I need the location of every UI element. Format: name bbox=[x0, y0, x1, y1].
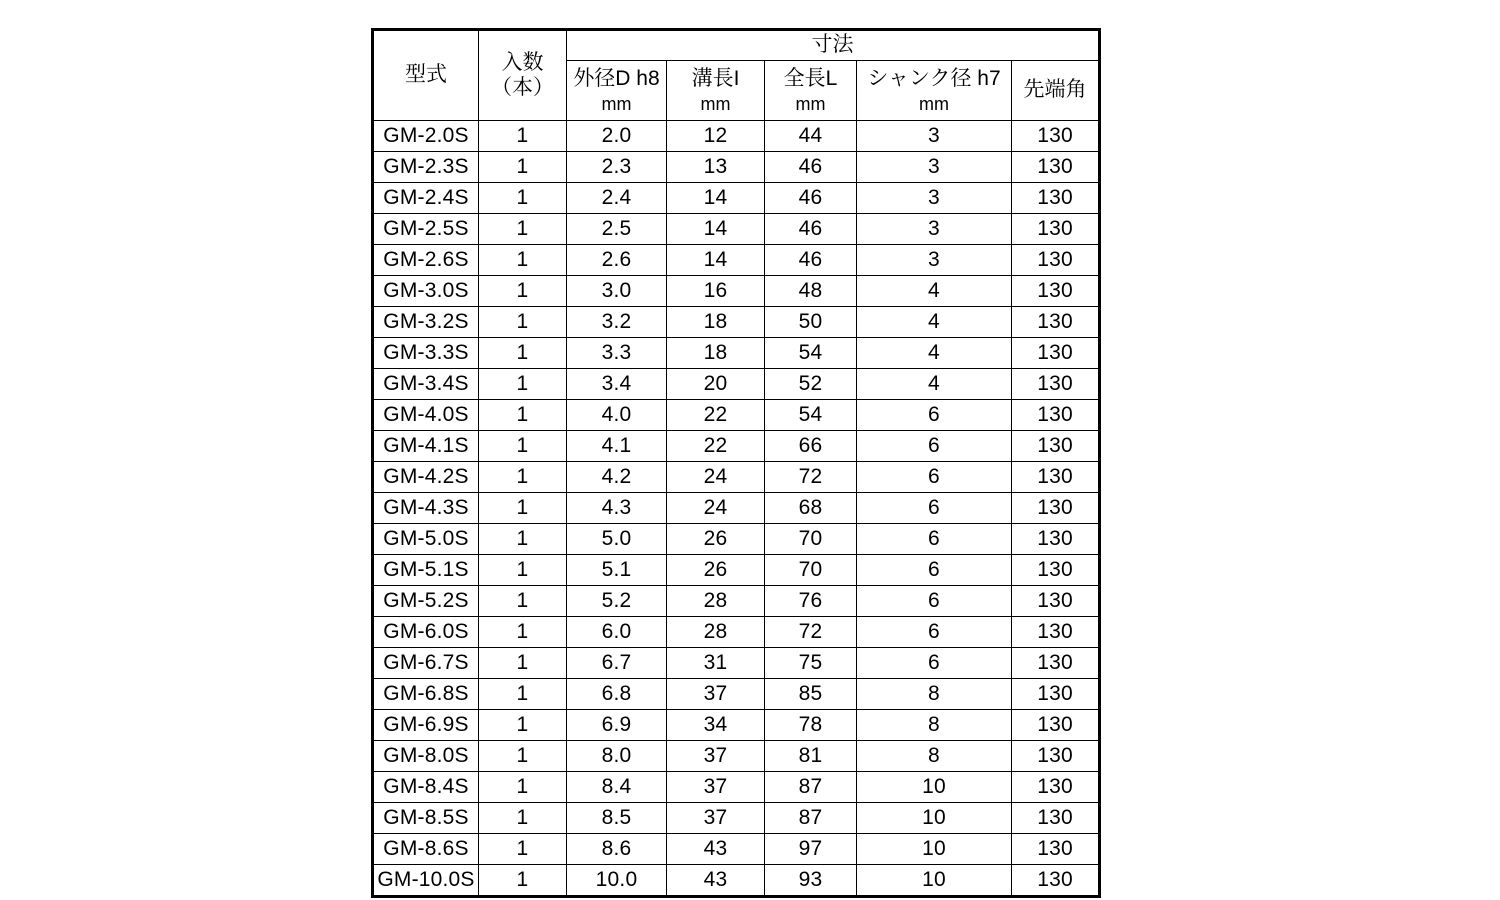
cell-model: GM-3.0S bbox=[373, 276, 479, 307]
cell-flute: 18 bbox=[667, 307, 765, 338]
cell-shank: 3 bbox=[857, 121, 1012, 152]
cell-length: 87 bbox=[765, 772, 857, 803]
cell-model: GM-2.4S bbox=[373, 183, 479, 214]
cell-length: 66 bbox=[765, 431, 857, 462]
cell-flute: 16 bbox=[667, 276, 765, 307]
cell-model: GM-4.3S bbox=[373, 493, 479, 524]
column-header-outer-diameter-label: 外径D h8 bbox=[573, 66, 660, 90]
cell-qty: 1 bbox=[479, 865, 567, 897]
table-row bbox=[373, 648, 1100, 679]
cell-od: 3.2 bbox=[567, 307, 667, 338]
column-header-shank-diameter-unit: mm bbox=[919, 93, 949, 114]
cell-length: 75 bbox=[765, 648, 857, 679]
cell-length: 46 bbox=[765, 152, 857, 183]
cell-od: 4.2 bbox=[567, 462, 667, 493]
cell-shank: 4 bbox=[857, 338, 1012, 369]
cell-model: GM-5.1S bbox=[373, 555, 479, 586]
cell-angle: 130 bbox=[1012, 648, 1100, 679]
column-header-model: 型式 bbox=[373, 30, 479, 121]
cell-od: 8.6 bbox=[567, 834, 667, 865]
cell-angle: 130 bbox=[1012, 245, 1100, 276]
table-row bbox=[373, 400, 1100, 431]
table-row bbox=[373, 245, 1100, 276]
cell-flute: 43 bbox=[667, 834, 765, 865]
column-header-outer-diameter bbox=[567, 61, 667, 121]
cell-flute: 12 bbox=[667, 121, 765, 152]
cell-length: 44 bbox=[765, 121, 857, 152]
cell-qty: 1 bbox=[479, 803, 567, 834]
cell-model: GM-2.0S bbox=[373, 121, 479, 152]
cell-shank: 10 bbox=[857, 834, 1012, 865]
cell-shank: 3 bbox=[857, 183, 1012, 214]
cell-od: 2.0 bbox=[567, 121, 667, 152]
cell-od: 10.0 bbox=[567, 865, 667, 897]
cell-flute: 13 bbox=[667, 152, 765, 183]
table-header bbox=[373, 30, 1100, 121]
cell-flute: 37 bbox=[667, 741, 765, 772]
cell-angle: 130 bbox=[1012, 617, 1100, 648]
cell-flute: 22 bbox=[667, 431, 765, 462]
cell-flute: 28 bbox=[667, 617, 765, 648]
cell-shank: 3 bbox=[857, 245, 1012, 276]
cell-flute: 18 bbox=[667, 338, 765, 369]
cell-length: 54 bbox=[765, 338, 857, 369]
cell-shank: 6 bbox=[857, 555, 1012, 586]
cell-qty: 1 bbox=[479, 121, 567, 152]
cell-angle: 130 bbox=[1012, 369, 1100, 400]
cell-od: 5.0 bbox=[567, 524, 667, 555]
table-row bbox=[373, 865, 1100, 897]
table-row bbox=[373, 307, 1100, 338]
cell-flute: 14 bbox=[667, 214, 765, 245]
table-row bbox=[373, 183, 1100, 214]
cell-flute: 20 bbox=[667, 369, 765, 400]
column-header-overall-length bbox=[765, 61, 857, 121]
cell-od: 5.1 bbox=[567, 555, 667, 586]
cell-length: 85 bbox=[765, 679, 857, 710]
cell-flute: 31 bbox=[667, 648, 765, 679]
cell-shank: 6 bbox=[857, 400, 1012, 431]
cell-flute: 43 bbox=[667, 865, 765, 897]
cell-angle: 130 bbox=[1012, 865, 1100, 897]
cell-angle: 130 bbox=[1012, 338, 1100, 369]
table-row bbox=[373, 493, 1100, 524]
cell-model: GM-8.5S bbox=[373, 803, 479, 834]
cell-flute: 37 bbox=[667, 803, 765, 834]
column-header-flute-length-label: 溝長I bbox=[691, 66, 740, 90]
cell-model: GM-2.5S bbox=[373, 214, 479, 245]
cell-length: 48 bbox=[765, 276, 857, 307]
table-body bbox=[373, 121, 1100, 897]
cell-model: GM-4.1S bbox=[373, 431, 479, 462]
cell-qty: 1 bbox=[479, 431, 567, 462]
cell-qty: 1 bbox=[479, 648, 567, 679]
cell-shank: 3 bbox=[857, 214, 1012, 245]
cell-flute: 24 bbox=[667, 462, 765, 493]
cell-qty: 1 bbox=[479, 307, 567, 338]
cell-model: GM-2.6S bbox=[373, 245, 479, 276]
table-row bbox=[373, 710, 1100, 741]
cell-length: 93 bbox=[765, 865, 857, 897]
table-row bbox=[373, 462, 1100, 493]
cell-angle: 130 bbox=[1012, 741, 1100, 772]
cell-od: 8.4 bbox=[567, 772, 667, 803]
cell-qty: 1 bbox=[479, 493, 567, 524]
cell-od: 4.0 bbox=[567, 400, 667, 431]
table-row bbox=[373, 524, 1100, 555]
cell-length: 46 bbox=[765, 214, 857, 245]
cell-od: 2.4 bbox=[567, 183, 667, 214]
cell-od: 2.3 bbox=[567, 152, 667, 183]
cell-model: GM-5.2S bbox=[373, 586, 479, 617]
cell-qty: 1 bbox=[479, 555, 567, 586]
table-row bbox=[373, 555, 1100, 586]
cell-model: GM-8.6S bbox=[373, 834, 479, 865]
cell-shank: 8 bbox=[857, 679, 1012, 710]
cell-length: 70 bbox=[765, 555, 857, 586]
cell-flute: 14 bbox=[667, 245, 765, 276]
cell-qty: 1 bbox=[479, 679, 567, 710]
table-row bbox=[373, 121, 1100, 152]
table-row bbox=[373, 586, 1100, 617]
cell-length: 81 bbox=[765, 741, 857, 772]
cell-angle: 130 bbox=[1012, 183, 1100, 214]
cell-qty: 1 bbox=[479, 400, 567, 431]
cell-qty: 1 bbox=[479, 276, 567, 307]
cell-qty: 1 bbox=[479, 710, 567, 741]
cell-qty: 1 bbox=[479, 338, 567, 369]
cell-angle: 130 bbox=[1012, 679, 1100, 710]
cell-od: 6.7 bbox=[567, 648, 667, 679]
cell-shank: 6 bbox=[857, 617, 1012, 648]
cell-flute: 28 bbox=[667, 586, 765, 617]
cell-length: 54 bbox=[765, 400, 857, 431]
cell-model: GM-4.0S bbox=[373, 400, 479, 431]
cell-angle: 130 bbox=[1012, 772, 1100, 803]
cell-qty: 1 bbox=[479, 741, 567, 772]
cell-angle: 130 bbox=[1012, 462, 1100, 493]
cell-flute: 24 bbox=[667, 493, 765, 524]
cell-angle: 130 bbox=[1012, 431, 1100, 462]
cell-model: GM-3.4S bbox=[373, 369, 479, 400]
cell-length: 72 bbox=[765, 462, 857, 493]
cell-shank: 6 bbox=[857, 493, 1012, 524]
cell-qty: 1 bbox=[479, 462, 567, 493]
table-row bbox=[373, 276, 1100, 307]
cell-angle: 130 bbox=[1012, 586, 1100, 617]
column-group-header-dimensions: 寸法 bbox=[567, 30, 1100, 61]
column-header-shank-diameter-label: シャンク径 h7 bbox=[867, 66, 1001, 90]
cell-angle: 130 bbox=[1012, 121, 1100, 152]
cell-length: 87 bbox=[765, 803, 857, 834]
cell-length: 97 bbox=[765, 834, 857, 865]
cell-shank: 6 bbox=[857, 462, 1012, 493]
cell-model: GM-6.7S bbox=[373, 648, 479, 679]
cell-model: GM-6.8S bbox=[373, 679, 479, 710]
cell-angle: 130 bbox=[1012, 307, 1100, 338]
cell-qty: 1 bbox=[479, 369, 567, 400]
column-header-overall-length-label: 全長L bbox=[783, 66, 838, 90]
cell-shank: 6 bbox=[857, 431, 1012, 462]
table-row bbox=[373, 741, 1100, 772]
cell-angle: 130 bbox=[1012, 276, 1100, 307]
cell-od: 6.9 bbox=[567, 710, 667, 741]
cell-shank: 3 bbox=[857, 152, 1012, 183]
table-row bbox=[373, 617, 1100, 648]
cell-length: 46 bbox=[765, 245, 857, 276]
cell-flute: 22 bbox=[667, 400, 765, 431]
cell-model: GM-2.3S bbox=[373, 152, 479, 183]
header-group-row bbox=[373, 30, 1100, 61]
cell-length: 46 bbox=[765, 183, 857, 214]
spec-table-container bbox=[371, 28, 1098, 898]
cell-angle: 130 bbox=[1012, 803, 1100, 834]
cell-shank: 4 bbox=[857, 307, 1012, 338]
table-row bbox=[373, 214, 1100, 245]
cell-angle: 130 bbox=[1012, 524, 1100, 555]
cell-qty: 1 bbox=[479, 152, 567, 183]
cell-shank: 6 bbox=[857, 524, 1012, 555]
cell-od: 8.0 bbox=[567, 741, 667, 772]
cell-od: 2.6 bbox=[567, 245, 667, 276]
cell-shank: 8 bbox=[857, 710, 1012, 741]
cell-angle: 130 bbox=[1012, 152, 1100, 183]
column-header-overall-length-unit: mm bbox=[795, 93, 826, 114]
cell-model: GM-8.4S bbox=[373, 772, 479, 803]
cell-length: 72 bbox=[765, 617, 857, 648]
column-header-flute-length-unit: mm bbox=[700, 93, 731, 114]
cell-model: GM-3.3S bbox=[373, 338, 479, 369]
cell-shank: 4 bbox=[857, 276, 1012, 307]
cell-qty: 1 bbox=[479, 617, 567, 648]
cell-angle: 130 bbox=[1012, 710, 1100, 741]
cell-model: GM-4.2S bbox=[373, 462, 479, 493]
cell-qty: 1 bbox=[479, 183, 567, 214]
cell-od: 6.0 bbox=[567, 617, 667, 648]
cell-qty: 1 bbox=[479, 834, 567, 865]
table-row bbox=[373, 834, 1100, 865]
table-row bbox=[373, 679, 1100, 710]
cell-model: GM-5.0S bbox=[373, 524, 479, 555]
cell-model: GM-6.0S bbox=[373, 617, 479, 648]
table-row bbox=[373, 772, 1100, 803]
cell-angle: 130 bbox=[1012, 214, 1100, 245]
cell-od: 3.4 bbox=[567, 369, 667, 400]
cell-od: 8.5 bbox=[567, 803, 667, 834]
cell-qty: 1 bbox=[479, 586, 567, 617]
cell-flute: 14 bbox=[667, 183, 765, 214]
cell-angle: 130 bbox=[1012, 555, 1100, 586]
table-row bbox=[373, 369, 1100, 400]
column-header-quantity bbox=[479, 30, 567, 121]
cell-qty: 1 bbox=[479, 524, 567, 555]
cell-length: 50 bbox=[765, 307, 857, 338]
cell-angle: 130 bbox=[1012, 493, 1100, 524]
cell-od: 4.3 bbox=[567, 493, 667, 524]
column-header-flute-length bbox=[667, 61, 765, 121]
column-header-shank-diameter bbox=[857, 61, 1012, 121]
table-row bbox=[373, 431, 1100, 462]
column-header-quantity-line1: 入数 bbox=[501, 51, 544, 75]
cell-angle: 130 bbox=[1012, 400, 1100, 431]
column-header-quantity-line2: （本） bbox=[491, 75, 554, 99]
cell-length: 68 bbox=[765, 493, 857, 524]
table-row bbox=[373, 338, 1100, 369]
cell-qty: 1 bbox=[479, 772, 567, 803]
cell-length: 78 bbox=[765, 710, 857, 741]
cell-flute: 37 bbox=[667, 772, 765, 803]
cell-flute: 26 bbox=[667, 524, 765, 555]
cell-model: GM-10.0S bbox=[373, 865, 479, 897]
cell-length: 76 bbox=[765, 586, 857, 617]
column-header-outer-diameter-unit: mm bbox=[601, 93, 632, 114]
cell-od: 6.8 bbox=[567, 679, 667, 710]
cell-shank: 4 bbox=[857, 369, 1012, 400]
cell-shank: 10 bbox=[857, 772, 1012, 803]
cell-shank: 6 bbox=[857, 648, 1012, 679]
cell-flute: 37 bbox=[667, 679, 765, 710]
table-row bbox=[373, 803, 1100, 834]
cell-qty: 1 bbox=[479, 214, 567, 245]
cell-shank: 10 bbox=[857, 865, 1012, 897]
column-header-point-angle: 先端角 bbox=[1012, 61, 1100, 121]
cell-model: GM-6.9S bbox=[373, 710, 479, 741]
specification-table bbox=[371, 28, 1101, 898]
cell-od: 3.3 bbox=[567, 338, 667, 369]
cell-length: 70 bbox=[765, 524, 857, 555]
cell-model: GM-3.2S bbox=[373, 307, 479, 338]
cell-shank: 8 bbox=[857, 741, 1012, 772]
cell-flute: 34 bbox=[667, 710, 765, 741]
cell-flute: 26 bbox=[667, 555, 765, 586]
cell-shank: 10 bbox=[857, 803, 1012, 834]
table-row bbox=[373, 152, 1100, 183]
cell-angle: 130 bbox=[1012, 834, 1100, 865]
cell-model: GM-8.0S bbox=[373, 741, 479, 772]
cell-od: 4.1 bbox=[567, 431, 667, 462]
cell-shank: 6 bbox=[857, 586, 1012, 617]
cell-od: 3.0 bbox=[567, 276, 667, 307]
cell-od: 5.2 bbox=[567, 586, 667, 617]
cell-qty: 1 bbox=[479, 245, 567, 276]
cell-od: 2.5 bbox=[567, 214, 667, 245]
cell-length: 52 bbox=[765, 369, 857, 400]
